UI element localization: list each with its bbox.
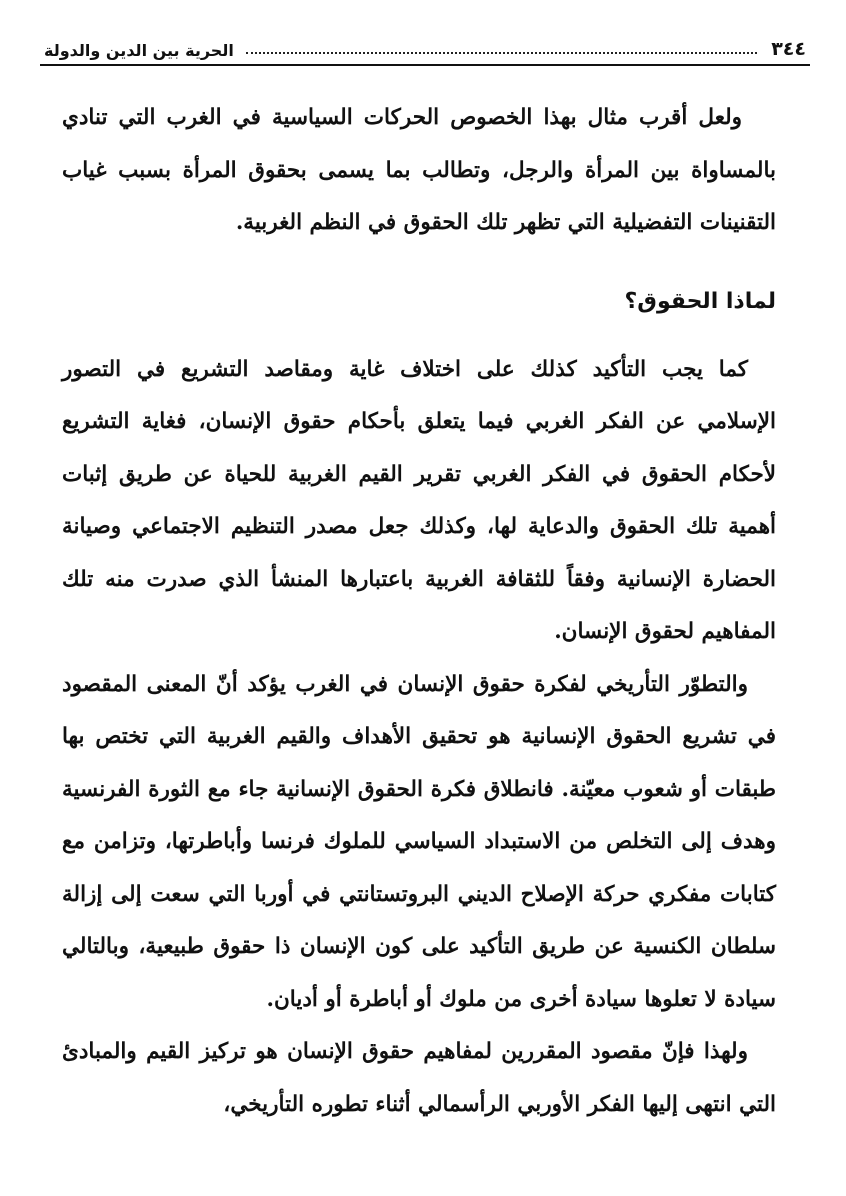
section-heading: لماذا الحقوق؟ — [624, 288, 776, 314]
body-text — [62, 92, 776, 1131]
paragraph-1: ولعل أقرب مثال بهذا الخصوص الحركات السياسية في الغرب التي تنادي بالمساواة بين المرأة والرجل، وتطالب بما يسمى بحقوق المرأة بسبب غياب التقنينات التفضيلية التي تظهر تلك الحقوق في النظم الغربية. — [62, 105, 776, 235]
page-header — [44, 30, 806, 60]
page-number: ٣٤٤ — [771, 38, 806, 60]
running-title: الحرية بين الدين والدولة — [44, 41, 234, 60]
header-rule — [40, 64, 810, 66]
paragraph-3: والتطوّر التأريخي لفكرة حقوق الإنسان في الغرب يؤكد أنّ المعنى المقصود في تشريع الحقوق الإنسانية هو تحقيق الأهداف والقيم الغربية التي تختص بها طبقات أو شعوب معيّنة. فانطلاق فكرة الحقوق الإنسانية جاء مع الثورة الفرنسية وهدف إلى التخلص من الاستبداد السياسي للملوك فرنسا وأباطرتها، وتزامن مع كتابات مفكري حركة الإصلاح الديني البروتستانتي في أوربا التي سعت إلى إزالة سلطان الكنسية عن طريق التأكيد على كون الإنسان ذا حقوق طبيعية، وبالتالي سيادة لا تعلوها سيادة أخرى من ملوك أو أباطرة أو أديان. — [62, 671, 776, 1012]
header-leader-dots — [246, 52, 757, 54]
paragraph-4: ولهذا فإنّ مقصود المقررين لمفاهيم حقوق الإنسان هو تركيز القيم والمبادئ التي انتهى إليها الفكر الأوربي الرأسمالي أثناء تطوره التأريخي، — [62, 1039, 776, 1117]
paragraph-2: كما يجب التأكيد كذلك على اختلاف غاية ومقاصد التشريع في التصور الإسلامي عن الفكر الغربي فيما يتعلق بأحكام حقوق الإنسان، فغاية التشريع لأحكام الحقوق في الفكر الغربي تقرير القيم الغربية للحياة عن طريق إثبات أهمية تلك الحقوق والدعاية لها، وكذلك جعل مصدر التنظيم الاجتماعي وصيانة الحضارة الإنسانية وفقاً للثقافة الغربية باعتبارها المنشأ الذي صدرت منه تلك المفاهيم لحقوق الإنسان. — [62, 356, 776, 644]
